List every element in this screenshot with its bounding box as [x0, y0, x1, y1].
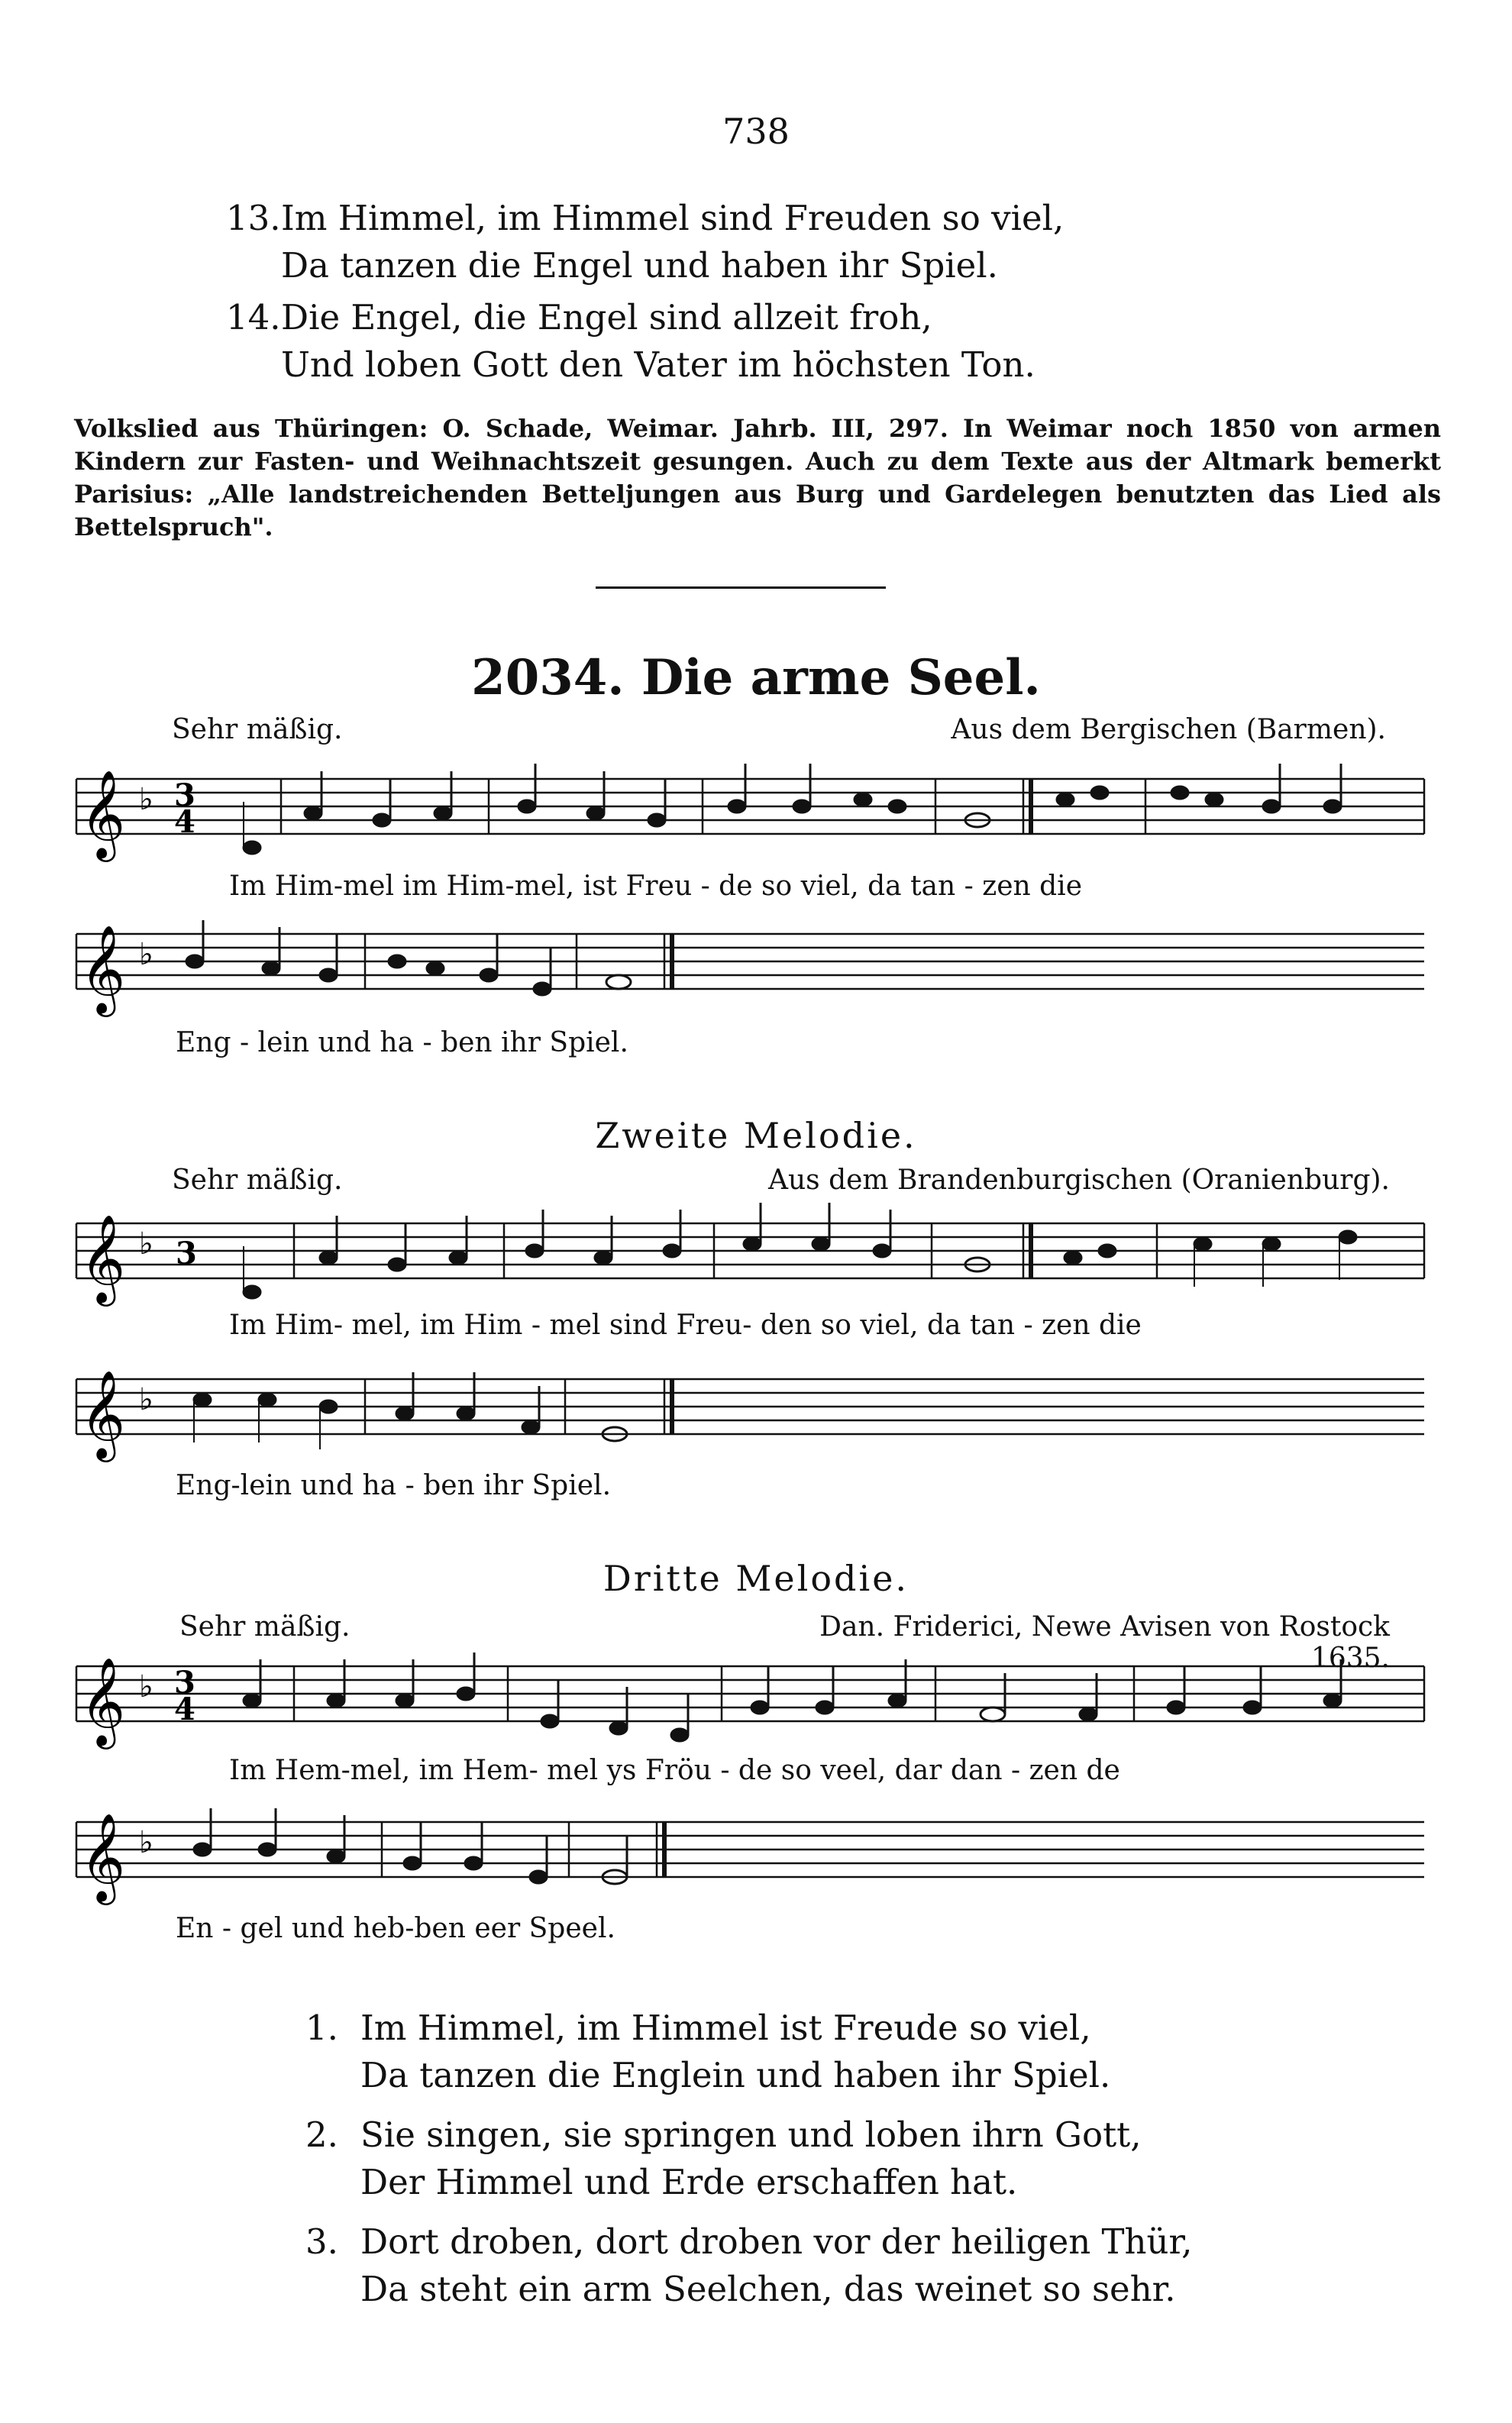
- section-divider: [596, 586, 886, 589]
- staff-system: [76, 1808, 1424, 1905]
- time-signature-bottom: 4: [174, 1691, 195, 1727]
- staff-system: [76, 764, 1424, 862]
- tempo-marking: Sehr mäßig.: [172, 1165, 343, 1196]
- verse-line: Die Engel, die Engel sind allzeit froh,: [281, 297, 932, 338]
- treble-clef-icon: 𝄞: [80, 924, 126, 1013]
- verse-line: Der Himmel und Erde erschaffen hat.: [360, 2162, 1018, 2202]
- flat-icon: ♭: [139, 1382, 153, 1417]
- flat-icon: ♭: [139, 937, 153, 972]
- treble-clef-icon: 𝄞: [80, 1213, 126, 1303]
- lyrics-line: Eng-lein und ha - ben ihr Spiel.: [176, 1470, 612, 1501]
- verse-1: [305, 2005, 1110, 2099]
- verse-13: [226, 195, 1064, 289]
- time-signature-top: 3: [174, 1665, 195, 1701]
- time-signature-bottom: 4: [174, 804, 195, 840]
- song-name: Die arme Seel.: [641, 649, 1041, 706]
- lyrics-line: Im Him-mel im Him-mel, ist Freu - de so viel, da tan - zen die: [229, 871, 1083, 902]
- flat-icon: ♭: [139, 1669, 153, 1704]
- verse-number: 3.: [305, 2221, 338, 2262]
- flat-icon: ♭: [139, 1226, 153, 1262]
- song-title: [0, 649, 1512, 706]
- verse-line: Im Himmel, im Himmel ist Freude so viel,: [360, 2008, 1091, 2048]
- page-number: 738: [722, 111, 790, 152]
- flat-icon: ♭: [139, 1825, 153, 1860]
- verse-3: [305, 2218, 1192, 2313]
- verse-line: Und loben Gott den Vater im höchsten Ton.: [281, 344, 1035, 385]
- tempo-marking: Sehr mäßig.: [179, 1611, 351, 1643]
- verse-line: Dort droben, dort droben vor der heiligen Thür,: [360, 2221, 1193, 2262]
- treble-clef-icon: 𝄞: [80, 1369, 126, 1459]
- verse-number: 2.: [305, 2114, 338, 2155]
- verse-line: Da tanzen die Englein und haben ihr Spiel.: [360, 2055, 1111, 2095]
- verse-number: 14.: [226, 297, 281, 338]
- verse-line: Im Himmel, im Himmel sind Freuden so viel,: [281, 198, 1065, 238]
- song-number: 2034.: [471, 649, 625, 706]
- melody-source: Dan. Friderici, Newe Avisen von Rostock 1635.: [819, 1611, 1390, 1674]
- treble-clef-icon: 𝄞: [80, 769, 126, 858]
- lyrics-line: En - gel und heb-ben eer Speel.: [176, 1913, 615, 1944]
- time-signature-top: 3: [174, 777, 195, 813]
- verse-number: 1.: [305, 2008, 338, 2048]
- treble-clef-icon: 𝄞: [80, 1812, 126, 1901]
- staff-system: [76, 920, 1424, 1017]
- melody-heading: Dritte Melodie.: [603, 1558, 909, 1599]
- flat-icon: ♭: [139, 782, 153, 817]
- verse-line: Sie singen, sie springen und loben ihrn Gott,: [360, 2114, 1142, 2155]
- lyrics-line: Im Him- mel, im Him - mel sind Freu- den so viel, da tan - zen die: [229, 1310, 1142, 1341]
- melody-heading: Zweite Melodie.: [595, 1115, 917, 1156]
- staff-system: [76, 1203, 1424, 1307]
- source-note: Volkslied aus Thüringen: O. Schade, Weimar. Jahrb. III, 297. In Weimar noch 1850 von armen Kindern zur Fasten- und Weihnachtszeit gesungen. Auch zu dem Texte aus der Altmark bemerkt Parisius: „Alle landstreichenden Betteljungen aus Burg und Gardelegen benutzten das Lied als Bettelspruch".: [74, 414, 1441, 541]
- verse-14: [226, 294, 1035, 389]
- verse-line: Da steht ein arm Seelchen, das weinet so sehr.: [360, 2269, 1176, 2309]
- treble-clef-icon: 𝄞: [80, 1656, 126, 1746]
- staff-system: [76, 1369, 1424, 1462]
- lyrics-line: Im Hem-mel, im Hem- mel ys Fröu - de so veel, dar dan - zen de: [229, 1755, 1120, 1786]
- lyrics-line: Eng - lein und ha - ben ihr Spiel.: [176, 1027, 628, 1058]
- melody-source: Aus dem Bergischen (Barmen).: [951, 714, 1386, 745]
- verse-line: Da tanzen die Engel und haben ihr Spiel.: [281, 245, 998, 286]
- melody-source: Aus dem Brandenburgischen (Oranienburg).: [767, 1165, 1390, 1196]
- tempo-marking: Sehr mäßig.: [172, 714, 343, 745]
- verse-2: [305, 2111, 1142, 2206]
- verse-number: 13.: [226, 198, 281, 238]
- time-signature-top: 3: [176, 1236, 197, 1271]
